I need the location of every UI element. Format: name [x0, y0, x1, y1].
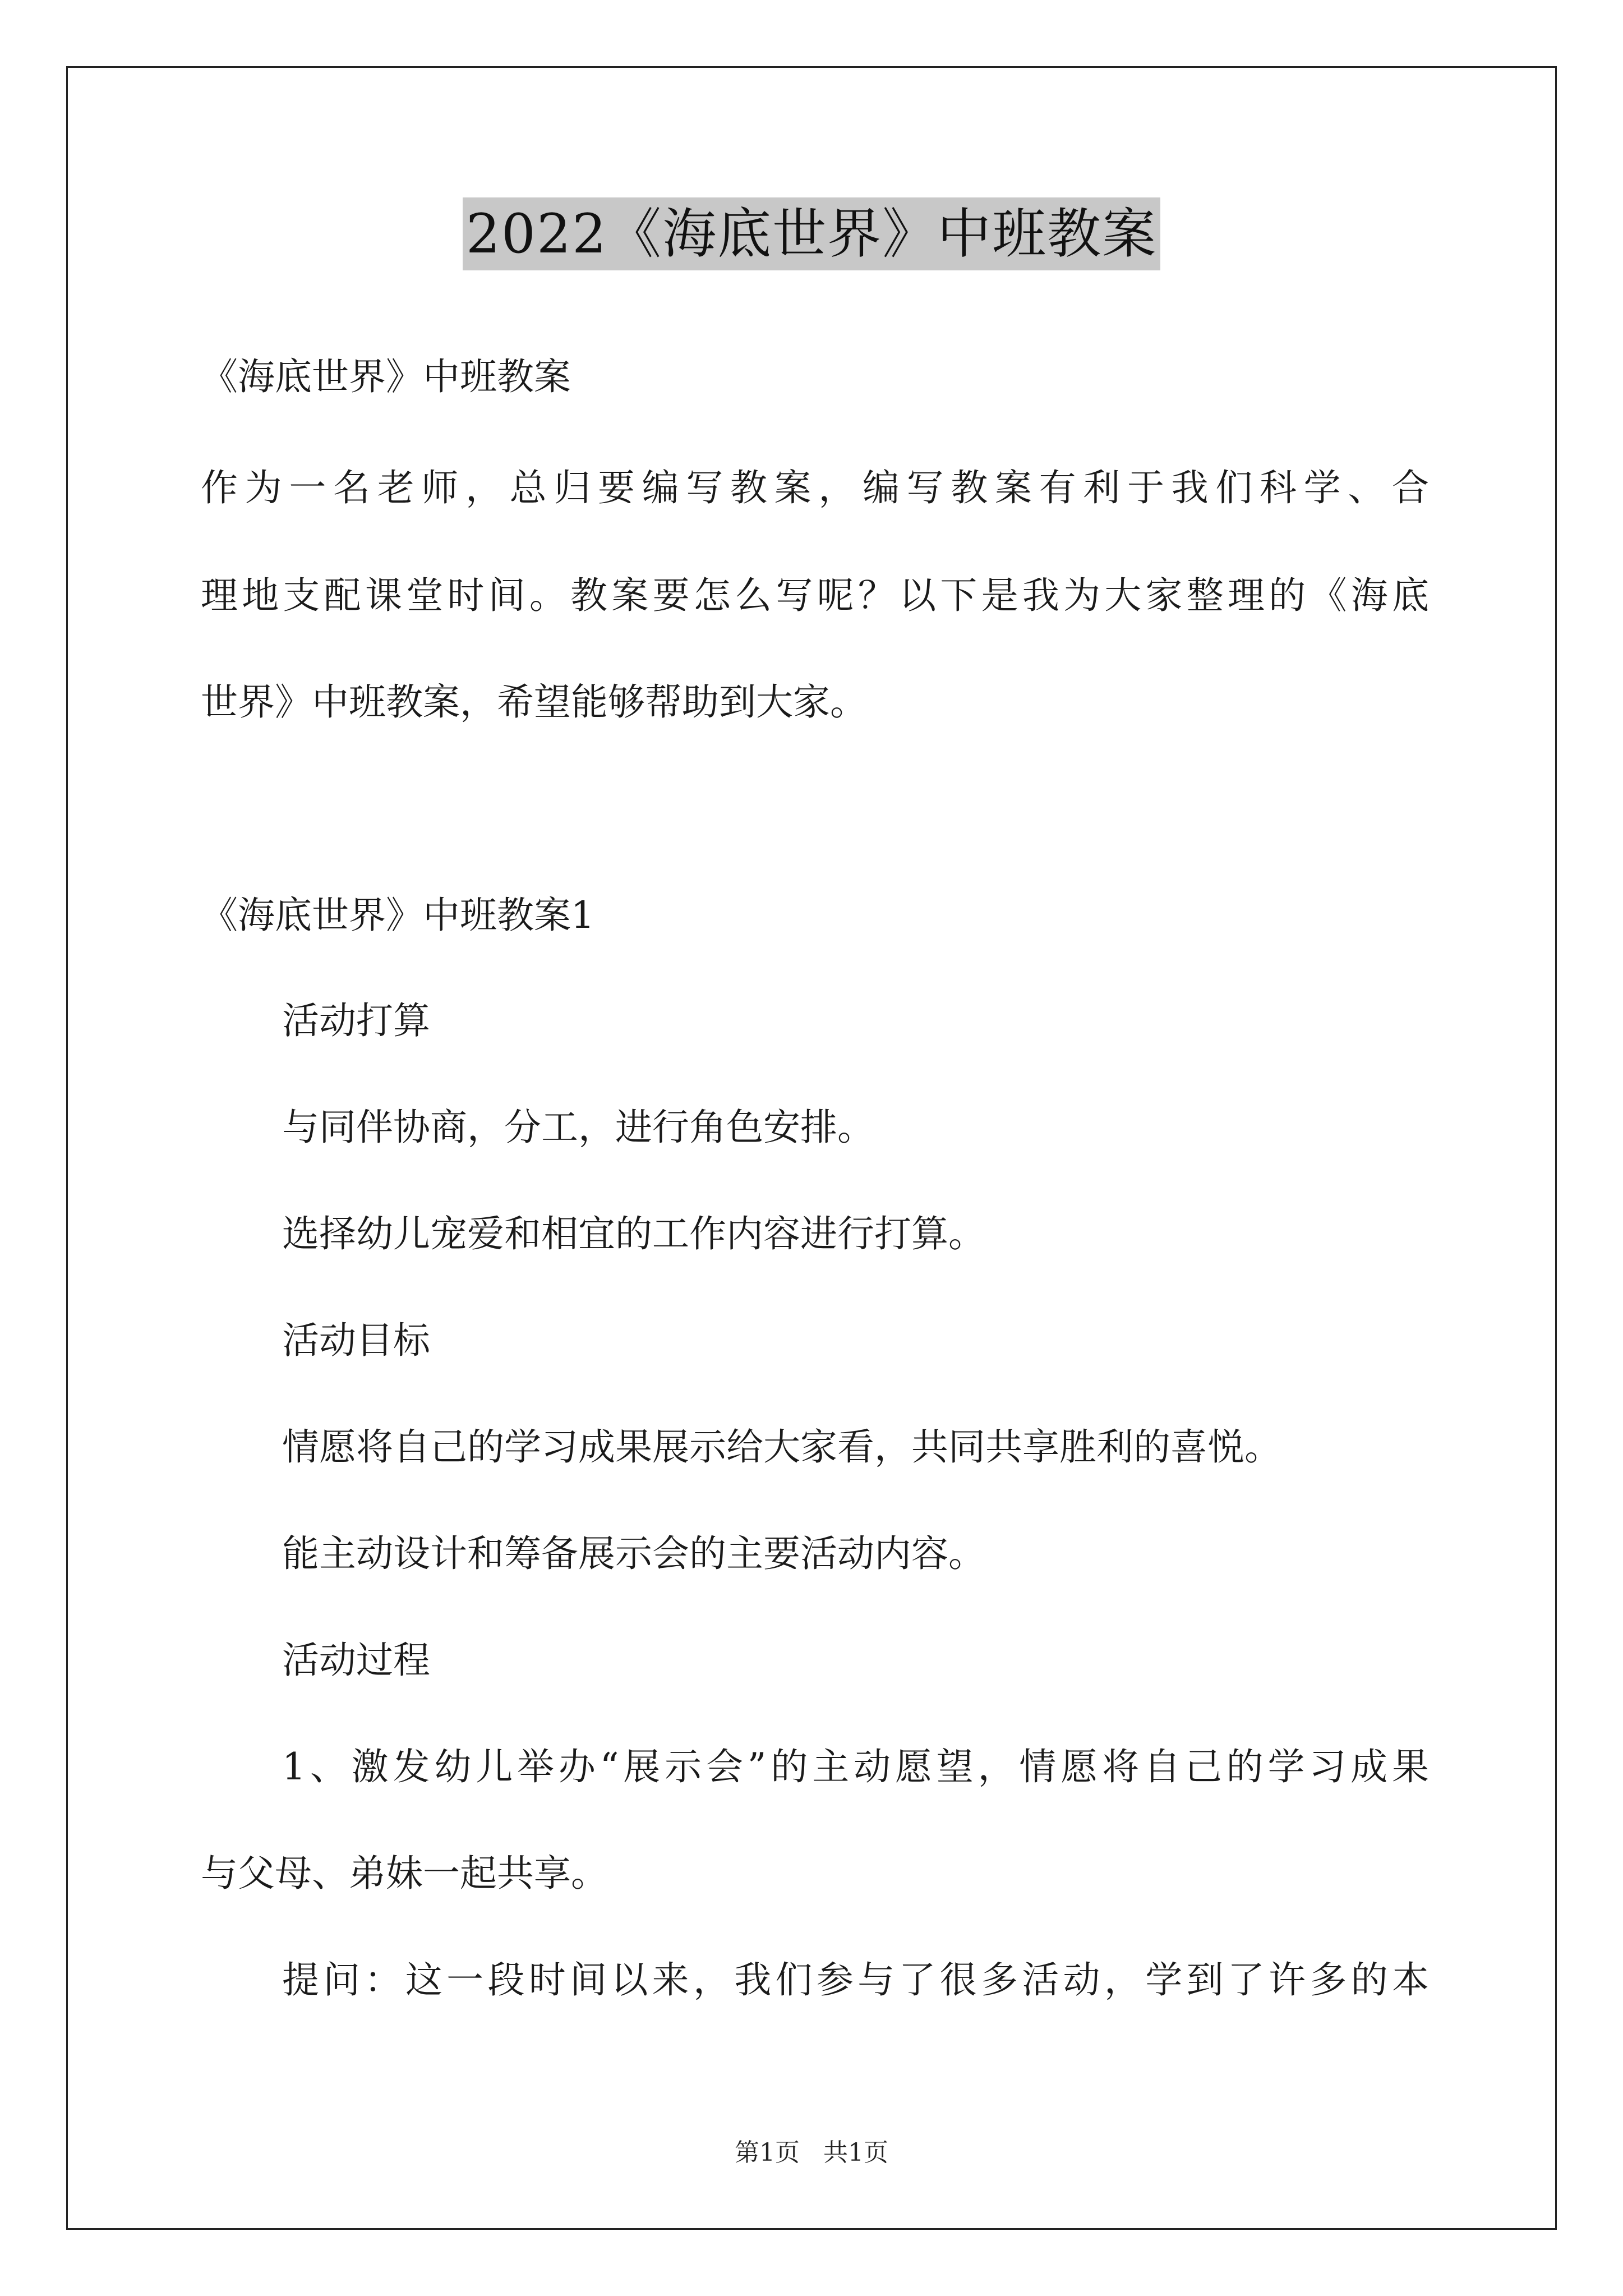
intro-paragraph-line-2: 理地支配课堂时间。教案要怎么写呢？以下是我为大家整理的《海底	[201, 574, 1429, 617]
title-container	[0, 197, 1623, 270]
process-step-1-line-2: 与父母、弟妹一起共享。	[201, 1852, 608, 1895]
process-step-1-line-1: 1、激发幼儿举办“展示会”的主动愿望，情愿将自己的学习成果	[282, 1745, 1429, 1788]
heading-process: 活动过程	[282, 1639, 430, 1682]
document-subtitle: 《海底世界》中班教案	[201, 355, 571, 398]
goal-item-1: 情愿将自己的学习成果展示给大家看，共同共享胜利的喜悦。	[282, 1425, 1281, 1469]
heading-goals: 活动目标	[282, 1319, 430, 1362]
document-title: 2022《海底世界》中班教案	[463, 197, 1160, 270]
intro-paragraph-line-3: 世界》中班教案，希望能够帮助到大家。	[201, 680, 867, 724]
intro-paragraph-line-1: 作为一名老师，总归要编写教案，编写教案有利于我们科学、合	[201, 466, 1429, 509]
preparation-item-2: 选择幼儿宠爱和相宜的工作内容进行打算。	[282, 1212, 985, 1255]
section-heading: 《海底世界》中班教案1	[201, 894, 594, 937]
preparation-item-1: 与同伴协商，分工，进行角色安排。	[282, 1106, 874, 1149]
page-footer: 第1页 共1页	[735, 2138, 888, 2167]
process-question-line: 提问：这一段时间以来，我们参与了很多活动，学到了许多的本	[282, 1958, 1429, 2001]
heading-preparation: 活动打算	[282, 999, 430, 1042]
goal-item-2: 能主动设计和筹备展示会的主要活动内容。	[282, 1532, 985, 1575]
